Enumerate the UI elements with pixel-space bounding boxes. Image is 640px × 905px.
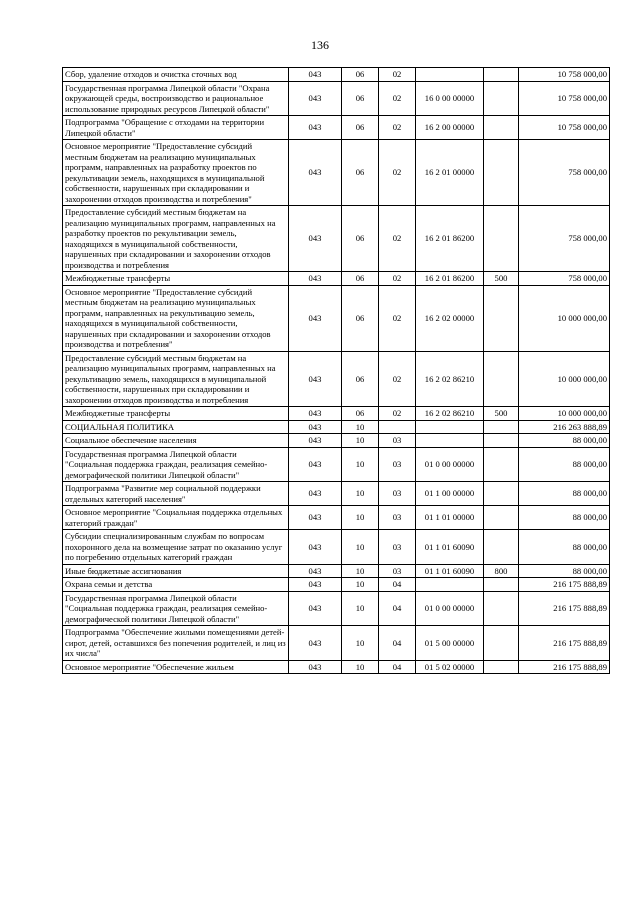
cell-subsection: 03 [379, 530, 416, 565]
cell-amount: 10 000 000,00 [519, 351, 610, 407]
cell-target-article: 16 2 02 86210 [416, 407, 484, 421]
cell-name: Подпрограмма "Развитие мер социальной поддержки отдельных категорий населения" [63, 482, 289, 506]
cell-name: Предоставление субсидий местным бюджетам на реализацию муниципальных программ, направленных на рекультивацию земель, находящихся в муниципальной собственности, нарушенных при складировании и захоронении отходов производства и потребления [63, 351, 289, 407]
cell-amount: 216 263 888,89 [519, 420, 610, 434]
cell-subsection: 04 [379, 578, 416, 592]
cell-amount: 10 758 000,00 [519, 116, 610, 140]
cell-target-article: 01 1 01 60090 [416, 530, 484, 565]
cell-subsection: 02 [379, 68, 416, 82]
table-row [63, 434, 610, 448]
cell-expense-type [484, 626, 519, 661]
cell-target-article: 16 2 01 00000 [416, 140, 484, 206]
cell-target-article [416, 434, 484, 448]
cell-amount: 88 000,00 [519, 564, 610, 578]
cell-expense-type [484, 447, 519, 482]
cell-section: 10 [342, 530, 379, 565]
cell-subsection [379, 420, 416, 434]
cell-subsection: 03 [379, 506, 416, 530]
cell-expense-type [484, 506, 519, 530]
cell-amount: 758 000,00 [519, 140, 610, 206]
cell-expense-type: 500 [484, 272, 519, 286]
cell-target-article [416, 68, 484, 82]
cell-target-article: 16 2 01 86200 [416, 206, 484, 272]
table-body [63, 68, 610, 674]
cell-subsection: 02 [379, 81, 416, 116]
cell-section: 10 [342, 626, 379, 661]
cell-subsection: 03 [379, 447, 416, 482]
cell-name: Государственная программа Липецкой области "Социальная поддержка граждан, реализация семейно-демографической политики Липецкой области" [63, 591, 289, 626]
cell-subsection: 02 [379, 407, 416, 421]
cell-subsection: 04 [379, 660, 416, 674]
cell-amount: 216 175 888,89 [519, 626, 610, 661]
table-row [63, 482, 610, 506]
cell-ministry-code: 043 [289, 420, 342, 434]
cell-ministry-code: 043 [289, 578, 342, 592]
cell-expense-type [484, 660, 519, 674]
cell-ministry-code: 043 [289, 407, 342, 421]
cell-ministry-code: 043 [289, 434, 342, 448]
cell-ministry-code: 043 [289, 626, 342, 661]
cell-subsection: 04 [379, 626, 416, 661]
cell-subsection: 02 [379, 272, 416, 286]
cell-section: 10 [342, 482, 379, 506]
cell-amount: 88 000,00 [519, 530, 610, 565]
cell-name: Межбюджетные трансферты [63, 272, 289, 286]
cell-section: 06 [342, 116, 379, 140]
cell-name: Предоставление субсидий местным бюджетам на реализацию муниципальных программ, направленных на разработку проектов по рекультивации земель, находящихся в муниципальной собственности, нарушенных при складировании и захоронении отходов производства и потребления [63, 206, 289, 272]
cell-ministry-code: 043 [289, 660, 342, 674]
cell-target-article: 01 0 00 00000 [416, 591, 484, 626]
cell-target-article: 01 1 01 00000 [416, 506, 484, 530]
cell-section: 10 [342, 564, 379, 578]
cell-section: 06 [342, 68, 379, 82]
table-row [63, 591, 610, 626]
cell-subsection: 02 [379, 285, 416, 351]
cell-section: 06 [342, 351, 379, 407]
cell-ministry-code: 043 [289, 591, 342, 626]
cell-target-article: 01 1 00 00000 [416, 482, 484, 506]
cell-name: Государственная программа Липецкой области "Охрана окружающей среды, воспроизводство и рациональное использование природных ресурсов Липецкой области" [63, 81, 289, 116]
cell-ministry-code: 043 [289, 116, 342, 140]
cell-target-article: 01 0 00 00000 [416, 447, 484, 482]
cell-ministry-code: 043 [289, 351, 342, 407]
table-row [63, 285, 610, 351]
cell-section: 10 [342, 420, 379, 434]
cell-target-article: 01 5 02 00000 [416, 660, 484, 674]
cell-ministry-code: 043 [289, 68, 342, 82]
cell-subsection: 03 [379, 482, 416, 506]
budget-table [62, 67, 610, 674]
cell-ministry-code: 043 [289, 81, 342, 116]
cell-amount: 88 000,00 [519, 506, 610, 530]
table-row [63, 81, 610, 116]
table-row [63, 351, 610, 407]
cell-subsection: 02 [379, 140, 416, 206]
table-row [63, 68, 610, 82]
cell-expense-type [484, 81, 519, 116]
cell-amount: 10 000 000,00 [519, 407, 610, 421]
table-row [63, 407, 610, 421]
cell-amount: 88 000,00 [519, 447, 610, 482]
cell-ministry-code: 043 [289, 506, 342, 530]
cell-subsection: 04 [379, 591, 416, 626]
cell-name: Субсидии специализированным службам по вопросам похоронного дела на возмещение затрат по оказанию услуг по погребению отдельных категорий граждан [63, 530, 289, 565]
table-row [63, 530, 610, 565]
cell-name: Подпрограмма "Обращение с отходами на территории Липецкой области" [63, 116, 289, 140]
cell-name: Основное мероприятие "Социальная поддержка отдельных категорий граждан" [63, 506, 289, 530]
cell-expense-type [484, 530, 519, 565]
cell-expense-type [484, 578, 519, 592]
cell-amount: 216 175 888,89 [519, 660, 610, 674]
cell-ministry-code: 043 [289, 564, 342, 578]
cell-subsection: 02 [379, 351, 416, 407]
cell-ministry-code: 043 [289, 530, 342, 565]
table-row [63, 206, 610, 272]
cell-amount: 10 758 000,00 [519, 68, 610, 82]
cell-expense-type [484, 591, 519, 626]
cell-target-article: 16 2 02 86210 [416, 351, 484, 407]
cell-target-article [416, 420, 484, 434]
cell-ministry-code: 043 [289, 285, 342, 351]
cell-amount: 10 758 000,00 [519, 81, 610, 116]
cell-amount: 216 175 888,89 [519, 591, 610, 626]
cell-target-article: 16 2 02 00000 [416, 285, 484, 351]
table-row [63, 564, 610, 578]
cell-section: 06 [342, 285, 379, 351]
cell-expense-type [484, 68, 519, 82]
cell-section: 10 [342, 591, 379, 626]
cell-expense-type: 500 [484, 407, 519, 421]
cell-target-article [416, 578, 484, 592]
table-row [63, 420, 610, 434]
cell-name: Основное мероприятие "Обеспечение жильем [63, 660, 289, 674]
cell-expense-type [484, 285, 519, 351]
cell-ministry-code: 043 [289, 447, 342, 482]
cell-ministry-code: 043 [289, 206, 342, 272]
cell-section: 06 [342, 272, 379, 286]
cell-section: 10 [342, 578, 379, 592]
cell-expense-type [484, 206, 519, 272]
cell-target-article: 16 2 01 86200 [416, 272, 484, 286]
table-row [63, 660, 610, 674]
table-row [63, 506, 610, 530]
cell-section: 06 [342, 81, 379, 116]
cell-name: Подпрограмма "Обеспечение жилыми помещениями детей-сирот, детей, оставшихся без попечения родителей, и лиц из их числа" [63, 626, 289, 661]
cell-expense-type [484, 351, 519, 407]
cell-section: 10 [342, 447, 379, 482]
cell-ministry-code: 043 [289, 272, 342, 286]
cell-name: Иные бюджетные ассигнования [63, 564, 289, 578]
cell-section: 10 [342, 506, 379, 530]
cell-subsection: 03 [379, 564, 416, 578]
table-row [63, 272, 610, 286]
cell-section: 06 [342, 206, 379, 272]
cell-ministry-code: 043 [289, 482, 342, 506]
table-row [63, 578, 610, 592]
cell-name: Основное мероприятие "Предоставление субсидий местным бюджетам на реализацию муниципальных программ, направленных на рекультивацию земель, находящихся в муниципальной собственности, нарушенных при складировании и захоронении отходов производства и потребления" [63, 285, 289, 351]
cell-target-article: 01 5 00 00000 [416, 626, 484, 661]
cell-name: Государственная программа Липецкой области "Социальная поддержка граждан, реализация семейно-демографической политики Липецкой области" [63, 447, 289, 482]
cell-expense-type: 800 [484, 564, 519, 578]
cell-ministry-code: 043 [289, 140, 342, 206]
cell-expense-type [484, 434, 519, 448]
table-row [63, 140, 610, 206]
table-row [63, 626, 610, 661]
cell-subsection: 03 [379, 434, 416, 448]
cell-section: 10 [342, 660, 379, 674]
cell-amount: 88 000,00 [519, 482, 610, 506]
cell-amount: 88 000,00 [519, 434, 610, 448]
cell-amount: 216 175 888,89 [519, 578, 610, 592]
cell-amount: 758 000,00 [519, 272, 610, 286]
cell-amount: 758 000,00 [519, 206, 610, 272]
cell-name: Социальное обеспечение населения [63, 434, 289, 448]
cell-expense-type [484, 116, 519, 140]
cell-name: Сбор, удаление отходов и очистка сточных вод [63, 68, 289, 82]
cell-expense-type [484, 140, 519, 206]
cell-section: 06 [342, 407, 379, 421]
cell-amount: 10 000 000,00 [519, 285, 610, 351]
cell-expense-type [484, 482, 519, 506]
cell-name: Основное мероприятие "Предоставление субсидий местным бюджетам на реализацию муниципальных программ, направленных на разработку проектов по рекультивации земель, находящихся в муниципальной собственности, нарушенных при складировании и захоронении отходов производства и потребления" [63, 140, 289, 206]
cell-name: СОЦИАЛЬНАЯ ПОЛИТИКА [63, 420, 289, 434]
cell-target-article: 16 0 00 00000 [416, 81, 484, 116]
cell-name: Межбюджетные трансферты [63, 407, 289, 421]
page-number: 136 [311, 38, 329, 52]
cell-subsection: 02 [379, 206, 416, 272]
table-row [63, 447, 610, 482]
cell-name: Охрана семьи и детства [63, 578, 289, 592]
cell-section: 06 [342, 140, 379, 206]
cell-target-article: 16 2 00 00000 [416, 116, 484, 140]
cell-target-article: 01 1 01 60090 [416, 564, 484, 578]
cell-subsection: 02 [379, 116, 416, 140]
table-row [63, 116, 610, 140]
cell-expense-type [484, 420, 519, 434]
cell-section: 10 [342, 434, 379, 448]
